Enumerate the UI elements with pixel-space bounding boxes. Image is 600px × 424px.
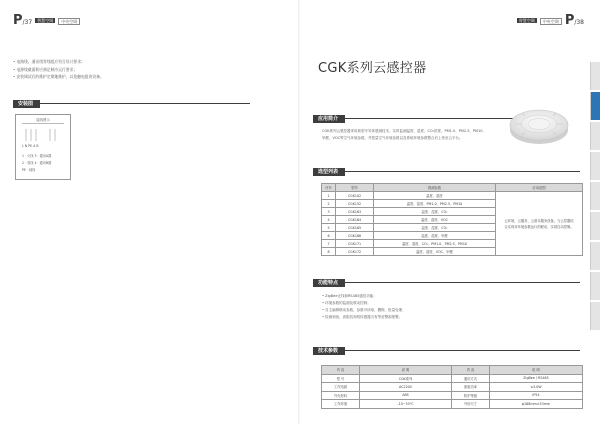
- specs-table: [321, 365, 583, 409]
- models-table: [321, 183, 583, 256]
- left-tag-primary: 智慧空调: [37, 18, 54, 23]
- side-tab-active[interactable]: [590, 92, 600, 120]
- side-tab[interactable]: [590, 62, 600, 90]
- side-tab[interactable]: [590, 212, 600, 240]
- side-tab[interactable]: [590, 182, 600, 210]
- feature-item: • 环境参数的监测及联动控制；: [322, 301, 371, 305]
- bullet-item: • 电源线截面积应满足制冷运行要求；: [13, 66, 78, 72]
- install-diagram: [15, 114, 71, 180]
- table-header-row: 序号 型号 感测参数 应用范围: [322, 184, 583, 192]
- section-features-title: 功能特点: [313, 278, 580, 287]
- right-page-number: P/38: [564, 13, 584, 28]
- left-page-header: [13, 14, 80, 29]
- table-row: 7 CGK171 温度、湿度、CO₂、PM1.0、PM2.5、PM10: [322, 240, 583, 248]
- left-tag-secondary: 中央空调: [58, 18, 80, 25]
- table-row: 3 CGK163 温度、湿度、CO₂: [322, 208, 583, 216]
- section-models-title: 选型列表: [313, 167, 580, 176]
- left-page-number: P/37: [13, 13, 33, 28]
- table-row: 2 CGK152 温度、湿度、PM1.0、PM2.5、PM10: [322, 200, 583, 208]
- table-row: 工作环境 -10~55℃ 外形尺寸 φ168mm×53mm: [322, 400, 583, 409]
- application-cell: 云环境、云服务、云基本服务设备，与云控器结合实现对环境参数运行的联动，实现自动控制。: [496, 192, 583, 256]
- product-title: CGK系列云感控器: [318, 61, 427, 76]
- left-bullets: [13, 58, 213, 81]
- feature-item: • 自主编辑联动参数，参数可读取、删除、批量处理；: [322, 308, 406, 312]
- diagram-row: 1 · 火线 3 · 通讯A端: [22, 154, 52, 158]
- side-tab[interactable]: [590, 122, 600, 150]
- table-row: 型 号 CGK系列 通信方式 ZigBee / RS485: [322, 374, 583, 383]
- table-row: 4 CGK164 温度、湿度、VOC: [322, 216, 583, 224]
- table-row: 1 CGK102 温度、湿度 云环境、云服务、云基本服务设备，与云控器结合实现对环境参数运行的联动，实现自动控制。: [322, 192, 583, 200]
- table-row: 8 CGK172 温度、湿度、VOC、甲醛: [322, 248, 583, 256]
- section-intro-title: 应用简介: [313, 114, 525, 123]
- side-tab[interactable]: [590, 242, 600, 270]
- right-page-header: [517, 14, 584, 29]
- side-tab[interactable]: [590, 272, 600, 300]
- feature-item: • 检测到低、高阻抗和短传感器当有等虚警源报警。: [322, 315, 403, 319]
- table-row: 外壳材料 ABS 防护等级 IP54: [322, 391, 583, 400]
- side-tab-strip: [590, 62, 600, 332]
- diagram-row: 2 · 零线 4 · 通讯B端: [22, 161, 52, 165]
- table-row: 6 CGK166 温度、湿度、甲醛: [322, 232, 583, 240]
- round-sensor-device-image: [508, 100, 570, 150]
- bullet-item: • 电路线、通讯线等线组应符合设计要求；: [13, 59, 85, 64]
- diagram-row: PE · 地线: [22, 168, 36, 172]
- table-header-row: 内 容 说 明 内 容 说 明: [322, 366, 583, 375]
- diagram-caption: 接线图示: [22, 115, 64, 124]
- intro-text: CGK系列云感控器采用新型半导体感测技术，实时监测温度、湿度、CO₂浓度、PM1.0、PM2.5、PM10、甲醛、VOC等空气环境参数，并把量空气环境参数以及系统环境参数整合后上传至云平台。: [322, 129, 487, 140]
- bullet-item: • 安装调试后的维护定期地维护，以免触电组的设备。: [13, 74, 104, 79]
- feature-item: • ZigBee无线和RS485通信功能；: [322, 294, 377, 298]
- table-row: 工作电源 AC220V 面板功率 ≤3.0W: [322, 383, 583, 392]
- table-row: 5 CGK165 温度、湿度、CO₂: [322, 224, 583, 232]
- side-tab[interactable]: [590, 152, 600, 180]
- side-tab[interactable]: [590, 302, 600, 330]
- features-list: [322, 293, 572, 321]
- diagram-row: L N PE A B: [22, 144, 39, 148]
- section-specs-title: 技术参数: [313, 346, 580, 355]
- right-tag-secondary: 中央空调: [540, 18, 562, 25]
- right-tag-primary: 智慧空调: [518, 18, 535, 23]
- section-install-title: 安装图: [13, 99, 250, 108]
